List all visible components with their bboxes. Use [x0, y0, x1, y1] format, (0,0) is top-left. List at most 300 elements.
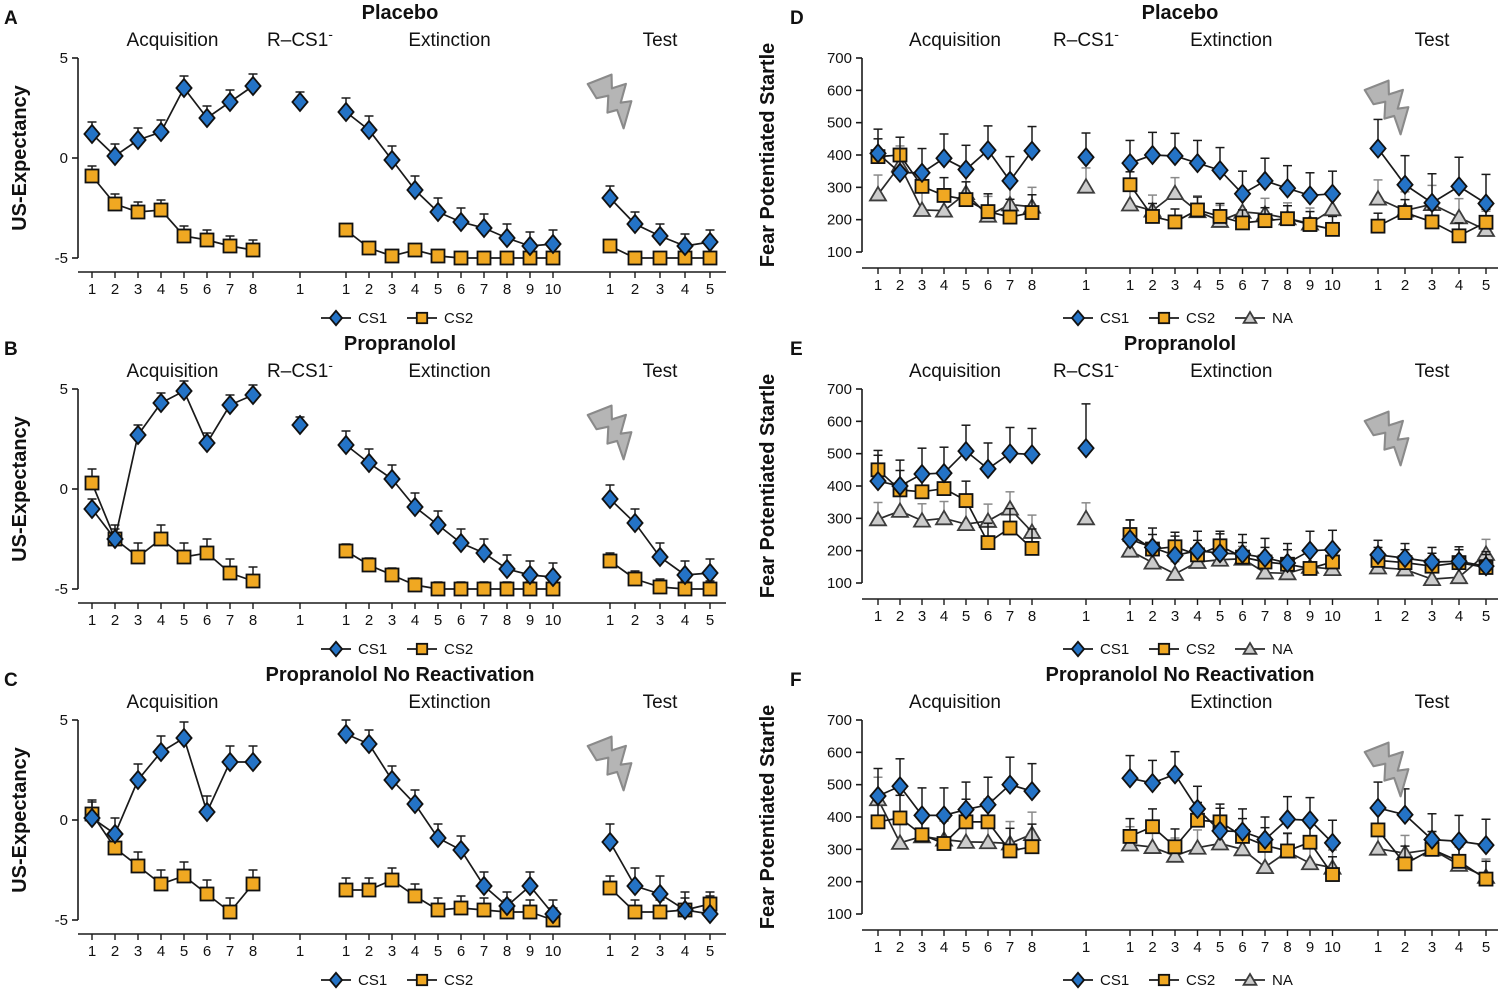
diamond-marker [677, 566, 692, 584]
diamond-marker [980, 460, 995, 478]
diamond-marker [476, 877, 491, 895]
triangle-marker [870, 512, 886, 526]
diamond-marker [430, 516, 445, 534]
square-marker [1191, 203, 1204, 216]
square-marker [86, 170, 99, 183]
triangle-marker [1302, 856, 1318, 870]
x-tick-label: 8 [1283, 939, 1292, 956]
diamond-marker [1325, 185, 1340, 203]
phase-label-test: Test [1414, 692, 1450, 713]
x-tick-label: 9 [525, 612, 535, 629]
x-tick-label: 4 [680, 281, 690, 298]
diamond-marker [1451, 832, 1466, 850]
diamond-marker [652, 885, 667, 903]
diamond-marker [199, 434, 214, 452]
x-tick-label: 6 [1238, 608, 1247, 625]
diamond-marker [627, 877, 642, 895]
square-marker [132, 860, 145, 873]
y-tick-label: 0 [59, 150, 68, 167]
x-tick-label: 6 [456, 281, 466, 298]
square-marker [1026, 840, 1039, 853]
diamond-marker [292, 93, 307, 111]
square-marker [340, 545, 353, 558]
y-tick-label: 700 [826, 712, 852, 729]
legend [321, 641, 473, 658]
x-tick-label: 8 [502, 612, 512, 629]
x-tick-label: 4 [1454, 939, 1464, 956]
panel-title: Placebo [361, 2, 439, 24]
x-tick-label: 10 [1324, 608, 1341, 625]
square-marker [1124, 830, 1137, 843]
triangle-marker [914, 202, 930, 216]
panel-e-propranolol-fps [750, 331, 1500, 664]
square-marker [178, 230, 191, 243]
diamond-marker [338, 436, 353, 454]
y-tick-label: 500 [826, 114, 852, 132]
x-tick-label: 2 [895, 608, 905, 625]
y-tick-label: 300 [826, 510, 852, 528]
panel-title: Propranolol [343, 333, 457, 355]
diamond-marker [338, 103, 353, 121]
series-line [1130, 155, 1333, 195]
square-marker [501, 583, 514, 596]
x-tick-label: 5 [1481, 277, 1491, 294]
x-tick-label: 5 [1215, 277, 1225, 294]
legend-label-cs1: CS1 [358, 641, 388, 658]
square-marker [501, 252, 514, 265]
x-tick-label: 4 [1193, 939, 1202, 956]
lightning-bolt-icon [1361, 71, 1424, 135]
square-marker [916, 485, 929, 498]
x-tick-label: 1 [605, 281, 615, 298]
square-marker [224, 567, 237, 580]
x-tick-label: 3 [1427, 939, 1437, 956]
triangle-marker [936, 511, 952, 525]
square-marker [1124, 178, 1137, 191]
x-tick-label: 9 [525, 943, 535, 960]
diamond-marker [453, 534, 468, 552]
x-tick-label: 1 [341, 943, 351, 960]
diamond-marker [958, 161, 973, 179]
x-tick-label: 8 [248, 281, 258, 298]
x-tick-label: 3 [1170, 277, 1180, 294]
triangle-marker [1078, 511, 1094, 525]
x-tick-label: 3 [387, 943, 397, 960]
x-tick-label: 1 [1125, 277, 1135, 294]
legend-label-cs2: CS2 [444, 641, 474, 658]
square-marker [654, 252, 667, 265]
square-marker [155, 204, 168, 217]
x-tick-label: 1 [1373, 277, 1383, 294]
x-tick-label: 1 [1081, 608, 1091, 625]
legend-label-cs1: CS1 [1100, 641, 1130, 658]
square-marker [704, 252, 717, 265]
series-line [1130, 820, 1333, 874]
phase-label-acquisition: Acquisition [909, 361, 1001, 382]
square-marker [604, 240, 617, 253]
triangle-marker [892, 503, 908, 517]
y-tick-label: 600 [826, 82, 852, 100]
square-marker [1004, 211, 1017, 224]
square-marker [409, 579, 422, 592]
square-marker [654, 581, 667, 594]
series-line [92, 738, 253, 834]
x-tick-label: 10 [544, 612, 562, 629]
legend-label-na: NA [1272, 972, 1293, 989]
square-marker [1026, 542, 1039, 555]
x-tick-label: 3 [655, 281, 665, 298]
x-tick-label: 8 [1283, 608, 1292, 625]
diamond-marker [361, 454, 376, 472]
x-tick-label: 2 [364, 943, 374, 960]
x-tick-label: 4 [156, 612, 166, 629]
y-tick-label: 5 [59, 712, 68, 729]
x-tick-label: 1 [341, 612, 351, 629]
x-tick-label: 5 [179, 612, 189, 629]
square-marker [478, 904, 491, 917]
x-axis [862, 268, 1498, 294]
square-marker [872, 815, 885, 828]
x-tick-label: 8 [1027, 277, 1037, 294]
square-marker [178, 870, 191, 883]
diamond-marker [330, 311, 342, 325]
diamond-marker [602, 490, 617, 508]
legend [1063, 641, 1293, 658]
square-marker [629, 573, 642, 586]
square-marker [109, 198, 122, 211]
square-marker [1453, 855, 1466, 868]
square-marker [340, 884, 353, 897]
diamond-marker [499, 229, 514, 247]
diamond-marker [522, 566, 537, 584]
legend-label-cs1: CS1 [1100, 972, 1130, 989]
square-marker [201, 547, 214, 560]
phase-label-acquisition: Acquisition [126, 692, 219, 713]
series-line [1130, 844, 1333, 868]
diamond-marker [245, 753, 260, 771]
phase-label-extinction: Extinction [408, 30, 491, 51]
legend-label-cs1: CS1 [1100, 310, 1130, 327]
diamond-marker [176, 382, 191, 400]
diamond-marker [107, 147, 122, 165]
x-tick-label: 7 [479, 612, 489, 629]
square-marker [1026, 206, 1039, 219]
square-marker [201, 888, 214, 901]
square-marker [432, 250, 445, 263]
square-marker [201, 234, 214, 247]
square-marker [455, 252, 468, 265]
y-tick-label: 400 [826, 809, 852, 826]
square-marker [1159, 975, 1169, 985]
square-marker [524, 906, 537, 919]
phase-label-extinction: Extinction [408, 361, 491, 382]
y-axis [55, 381, 78, 598]
diamond-marker [222, 396, 237, 414]
x-tick-label: 1 [87, 943, 97, 960]
diamond-marker [499, 560, 514, 578]
x-tick-label: 7 [479, 943, 489, 960]
diamond-marker [1302, 186, 1317, 204]
diamond-marker [1190, 154, 1205, 172]
x-tick-label: 2 [110, 281, 120, 298]
x-tick-label: 10 [1324, 277, 1341, 294]
triangle-marker [1370, 191, 1386, 205]
x-tick-label: 4 [939, 939, 949, 956]
x-tick-label: 6 [202, 943, 212, 960]
square-marker [1169, 840, 1182, 853]
x-tick-label: 4 [156, 281, 166, 298]
square-marker [340, 224, 353, 237]
x-tick-label: 3 [655, 612, 665, 629]
x-tick-label: 7 [1260, 939, 1270, 956]
y-axis-title: US-Expectancy [9, 416, 31, 562]
legend-label-cs2: CS2 [444, 972, 474, 989]
x-tick-label: 4 [410, 943, 420, 960]
panel-letter: A [4, 8, 18, 29]
panel-title: Propranolol No Reactivation [265, 664, 535, 686]
square-marker [1399, 857, 1412, 870]
diamond-marker [1280, 810, 1295, 828]
x-tick-label: 1 [1125, 608, 1135, 625]
square-marker [1146, 820, 1159, 833]
x-tick-label: 5 [179, 281, 189, 298]
series-line [346, 445, 553, 577]
square-marker [1169, 215, 1182, 228]
y-tick-label: 700 [826, 50, 852, 67]
x-tick-label: 5 [705, 612, 715, 629]
phase-label-acquisition: Acquisition [126, 30, 219, 51]
y-tick-label: 400 [826, 147, 852, 164]
x-tick-label: 5 [1481, 608, 1491, 625]
square-marker [247, 244, 260, 257]
lightning-bolt-icon [584, 65, 647, 129]
diamond-marker [199, 803, 214, 821]
x-axis [78, 934, 726, 960]
phase-label-test: Test [642, 361, 678, 382]
diamond-marker [130, 131, 145, 149]
square-marker [629, 906, 642, 919]
square-marker [960, 494, 973, 507]
square-marker [604, 555, 617, 568]
phase-label-rcs1: R–CS1- [267, 26, 333, 51]
diamond-marker [430, 829, 445, 847]
x-tick-label: 4 [156, 943, 166, 960]
x-tick-label: 4 [1454, 608, 1464, 625]
diamond-marker [292, 416, 307, 434]
x-tick-label: 4 [1193, 608, 1202, 625]
series-line [346, 112, 553, 246]
square-marker [1480, 873, 1493, 886]
square-marker [178, 551, 191, 564]
diamond-marker [1024, 445, 1039, 463]
lightning-bolt-icon [584, 727, 647, 791]
phase-label-rcs1: R–CS1- [267, 357, 333, 382]
diamond-marker [330, 642, 342, 656]
square-marker [455, 902, 468, 915]
x-tick-label: 9 [525, 281, 535, 298]
square-marker [409, 890, 422, 903]
x-tick-label: 4 [410, 281, 420, 298]
square-marker [1399, 206, 1412, 219]
diamond-marker [1002, 444, 1017, 462]
x-tick-label: 1 [873, 608, 883, 625]
phase-label-acquisition: Acquisition [126, 361, 219, 382]
legend-label-cs2: CS2 [444, 310, 474, 327]
x-tick-label: 5 [705, 943, 715, 960]
diamond-marker [245, 386, 260, 404]
square-marker [247, 878, 260, 891]
x-tick-label: 3 [1427, 608, 1437, 625]
diamond-marker [430, 203, 445, 221]
diamond-marker [914, 465, 929, 483]
diamond-marker [602, 833, 617, 851]
x-tick-label: 3 [917, 939, 927, 956]
panel-letter: B [4, 339, 18, 360]
diamond-marker [1072, 973, 1084, 987]
x-tick-label: 2 [364, 612, 374, 629]
y-tick-label: 5 [59, 50, 68, 67]
diamond-marker [1122, 769, 1137, 787]
diamond-marker [222, 753, 237, 771]
x-tick-label: 2 [1148, 277, 1157, 294]
x-tick-label: 7 [479, 281, 489, 298]
square-marker [386, 250, 399, 263]
phase-label-test: Test [642, 692, 678, 713]
series-line [1130, 185, 1333, 230]
x-tick-label: 7 [1260, 608, 1270, 625]
x-tick-label: 7 [1005, 608, 1015, 625]
diamond-marker [453, 213, 468, 231]
series-cs2 [86, 469, 717, 596]
triangle-marker [892, 835, 908, 849]
y-tick-label: 100 [826, 575, 852, 592]
square-marker [155, 533, 168, 546]
square-marker [224, 240, 237, 253]
x-tick-label: 9 [1305, 939, 1315, 956]
diamond-marker [980, 796, 995, 814]
legend-label-na: NA [1272, 641, 1293, 658]
square-marker [478, 583, 491, 596]
diamond-marker [702, 564, 717, 582]
x-tick-label: 3 [1427, 277, 1437, 294]
x-tick-label: 6 [983, 939, 993, 956]
square-marker [417, 644, 427, 654]
x-tick-label: 5 [1215, 939, 1225, 956]
y-tick-label: 600 [826, 744, 852, 762]
y-axis-title: US-Expectancy [9, 85, 31, 231]
square-marker [1259, 214, 1272, 227]
x-tick-label: 3 [133, 612, 143, 629]
y-tick-label: 200 [826, 873, 852, 891]
diamond-marker [702, 233, 717, 251]
x-tick-label: 5 [179, 943, 189, 960]
square-marker [409, 244, 422, 257]
phase-label-rcs1: R–CS1- [1053, 357, 1119, 382]
phase-label-acquisition: Acquisition [909, 692, 1001, 713]
x-tick-label: 1 [341, 281, 351, 298]
x-tick-label: 7 [225, 943, 235, 960]
diamond-marker [1145, 774, 1160, 792]
diamond-marker [176, 729, 191, 747]
x-tick-label: 4 [939, 277, 949, 294]
diamond-marker [153, 123, 168, 141]
square-marker [1453, 229, 1466, 242]
x-tick-label: 1 [1081, 939, 1091, 956]
x-tick-label: 2 [1148, 608, 1157, 625]
diamond-marker [1451, 177, 1466, 195]
triangle-marker [1167, 186, 1183, 200]
series-cs2 [86, 166, 717, 265]
triangle-marker [1078, 179, 1094, 193]
x-tick-label: 2 [1148, 939, 1157, 956]
square-marker [604, 882, 617, 895]
diamond-marker [1478, 195, 1493, 213]
y-tick-label: 400 [826, 478, 852, 495]
diamond-marker [1122, 154, 1137, 172]
diamond-marker [1280, 179, 1295, 197]
x-tick-label: 8 [502, 943, 512, 960]
y-tick-label: 300 [826, 179, 852, 197]
x-tick-label: 5 [433, 612, 443, 629]
x-tick-label: 3 [655, 943, 665, 960]
square-marker [982, 815, 995, 828]
x-tick-label: 2 [630, 612, 640, 629]
y-axis [827, 50, 862, 261]
phase-label-extinction: Extinction [408, 692, 491, 713]
x-tick-label: 4 [410, 612, 420, 629]
diamond-marker [1397, 806, 1412, 824]
square-marker [363, 242, 376, 255]
y-tick-label: -5 [54, 250, 68, 267]
legend-label-cs1: CS1 [358, 972, 388, 989]
x-tick-label: 5 [961, 939, 971, 956]
diamond-marker [361, 735, 376, 753]
phase-label-test: Test [1414, 30, 1450, 51]
square-marker [363, 884, 376, 897]
y-tick-label: -5 [54, 912, 68, 929]
legend-label-cs2: CS2 [1186, 972, 1216, 989]
x-tick-label: 7 [1005, 939, 1015, 956]
panel-title: Propranolol [1123, 333, 1237, 355]
square-marker [982, 536, 995, 549]
square-marker [132, 206, 145, 219]
x-tick-label: 1 [295, 943, 305, 960]
y-tick-label: 200 [826, 211, 852, 229]
square-marker [960, 193, 973, 206]
square-marker [938, 189, 951, 202]
x-tick-label: 2 [630, 943, 640, 960]
panel-letter: F [790, 670, 802, 691]
x-tick-label: 6 [202, 612, 212, 629]
square-marker [432, 583, 445, 596]
panel-d-placebo-fps [750, 0, 1500, 333]
square-marker [132, 551, 145, 564]
y-axis [55, 712, 78, 929]
x-tick-label: 1 [1373, 608, 1383, 625]
x-tick-label: 1 [87, 281, 97, 298]
y-tick-label: 500 [826, 776, 852, 794]
x-tick-label: 3 [1170, 939, 1180, 956]
panel-b-propranolol-us-expectancy [0, 331, 750, 664]
diamond-marker [1478, 836, 1493, 854]
x-axis [862, 599, 1498, 625]
diamond-marker [222, 93, 237, 111]
legend-label-cs1: CS1 [358, 310, 388, 327]
diamond-marker [1078, 439, 1093, 457]
x-tick-label: 5 [961, 608, 971, 625]
y-tick-label: 100 [826, 244, 852, 261]
x-tick-label: 1 [295, 281, 305, 298]
